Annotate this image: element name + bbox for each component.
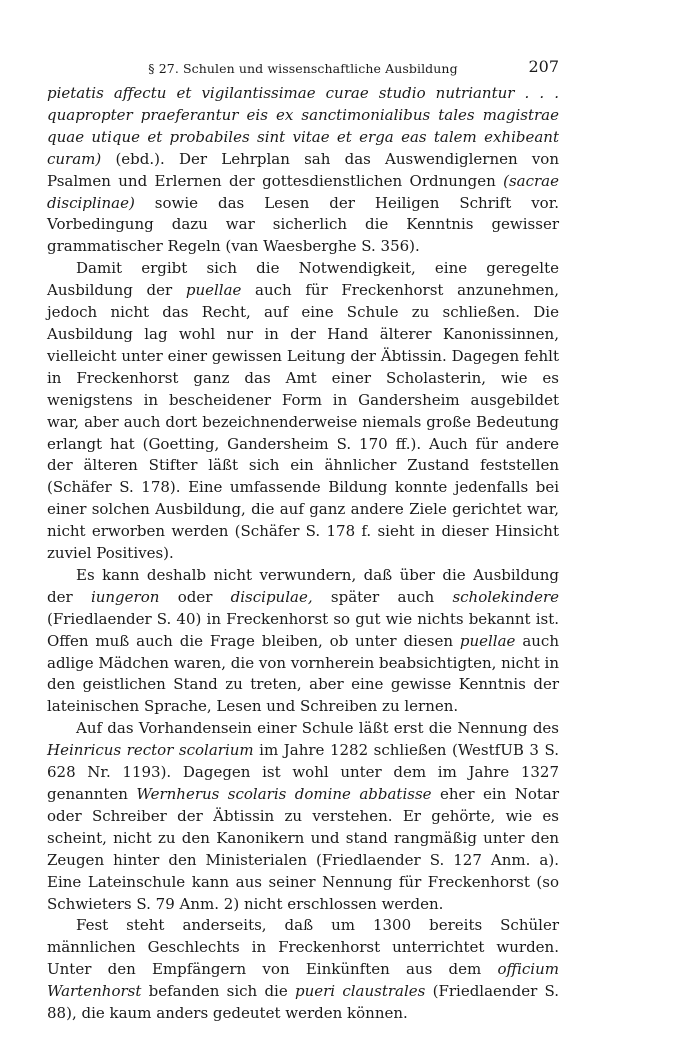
text-run: Es kann deshalb nicht verwundern, daß über die Ausbildung der xyxy=(47,565,559,606)
text-run: befanden sich die xyxy=(141,982,295,1001)
body-text xyxy=(47,83,559,1025)
latin-term: Wernherus scolaris domine abbatisse xyxy=(136,785,432,803)
latin-term: iungeron xyxy=(90,587,160,606)
paragraph-4 xyxy=(47,718,559,915)
text-run: Fest steht anderseits, daß um 1300 bereits Schüler männlichen Geschlechts in Freckenhorst unterrichtet wurden. Unter den Empfängern von Einkünften aus dem xyxy=(47,916,559,979)
latin-term: pueri claustrales xyxy=(294,982,426,1001)
latin-term: (sacrae disciplinae) xyxy=(47,171,559,212)
text-run: Auf das Vorhandensein einer Schule läßt erst die Nennung des xyxy=(76,719,559,738)
paragraph-5 xyxy=(47,915,559,1025)
text-run: (Friedlaender S. 40) in Freckenhorst so gut wie nichts bekannt ist. Offen muß auch die Frage bleiben, ob unter diesen xyxy=(47,609,559,650)
text-run: eher ein Notar oder Schreiber der Äbtissin zu verstehen. Er gehörte, wie es scheint, nicht zu den Kanonikern und stand rangmäßig unter den Zeugen hinter den Ministerialen (Friedlaender S. 127 Anm. a). Eine Lateinschule kann aus seiner Nennung für Freckenhorst (so Schwieters S. 79 Anm. 2) nicht erschlossen werden. xyxy=(47,785,559,913)
latin-term: puellae xyxy=(185,281,242,300)
paragraph-3 xyxy=(47,565,559,718)
text-run: (Friedlaender S. 88), die kaum anders gedeutet werden können. xyxy=(47,982,559,1023)
paragraph-2 xyxy=(47,258,559,565)
latin-term: puellae xyxy=(459,631,516,650)
text-run: oder xyxy=(159,587,231,606)
text-run: auch für Freckenhorst anzunehmen, jedoch nicht das Recht, auf eine Schule zu schließen. Die Ausbildung lag wohl nur in der Hand älterer Kanonissinnen, vielleicht unter einer gewissen Leitung der Äbtissin. Dagegen fehlt in Freckenhorst ganz das Amt einer Scholasterin, wie es wenigstens in bescheidener Form in Gandersheim ausgebildet war, aber auch dort bezeichnenderweise niemals große Bedeutung erlangt hat (Goetting, Gandersheim S. 170 ff.). Auch für andere der älteren Stifter läßt sich ein ähnlicher Zustand feststellen (Schäfer S. 178). Eine umfassende Bildung konnte jedenfalls bei einer solchen Ausbildung, die auf ganz andere Ziele gerichtet war, nicht erworben werden (Schäfer S. 178 f. sieht in dieser Hinsicht zuviel Positives). xyxy=(47,281,559,563)
running-title: § 27. Schulen und wissenschaftliche Ausbildung xyxy=(148,61,458,76)
book-page xyxy=(47,55,559,1025)
latin-quote: pietatis affectu et vigilantissimae curae studio nutriantur . . . quapropter praeferantur eis ex sanctimonialibus tales magistrae quae utique et probabiles sint vitae et erga eas talem exhibeant curam) xyxy=(47,84,559,168)
page-number: 207 xyxy=(528,57,559,76)
text-run: auch adlige Mädchen waren, die von vornherein beabsichtigten, nicht in den geistlichen Stand zu treten, aber eine gewisse Kenntnis der lateinischen Sprache, Lesen und Schreiben zu lernen. xyxy=(47,631,559,716)
paragraph-1 xyxy=(47,83,559,258)
text-run: im Jahre 1282 schließen (WestfUB 3 S. 628 Nr. 1193). Dagegen ist wohl unter dem im Jahre 1327 genannten xyxy=(47,741,560,803)
text-run: später auch xyxy=(312,587,453,606)
latin-term: discipulae, xyxy=(230,587,313,606)
text-run: Damit ergibt sich die Notwendigkeit, eine geregelte Ausbildung der xyxy=(47,259,559,300)
running-head xyxy=(47,55,559,83)
latin-term: scholekindere xyxy=(452,587,559,606)
latin-term: Heinricus rector scolarium xyxy=(47,741,254,760)
latin-term: officium Wartenhorst xyxy=(47,960,559,1001)
text-run: (ebd.). Der Lehrplan sah das Auswendiglernen von Psalmen und Erlernen der gottesdienstlichen Ordnungen xyxy=(47,149,559,190)
text-run: sowie das Lesen der Heiligen Schrift vor. Vorbedingung dazu war sicherlich die Kenntnis gewisser grammatischer Regeln (van Waesberghe S. 356). xyxy=(47,193,559,256)
